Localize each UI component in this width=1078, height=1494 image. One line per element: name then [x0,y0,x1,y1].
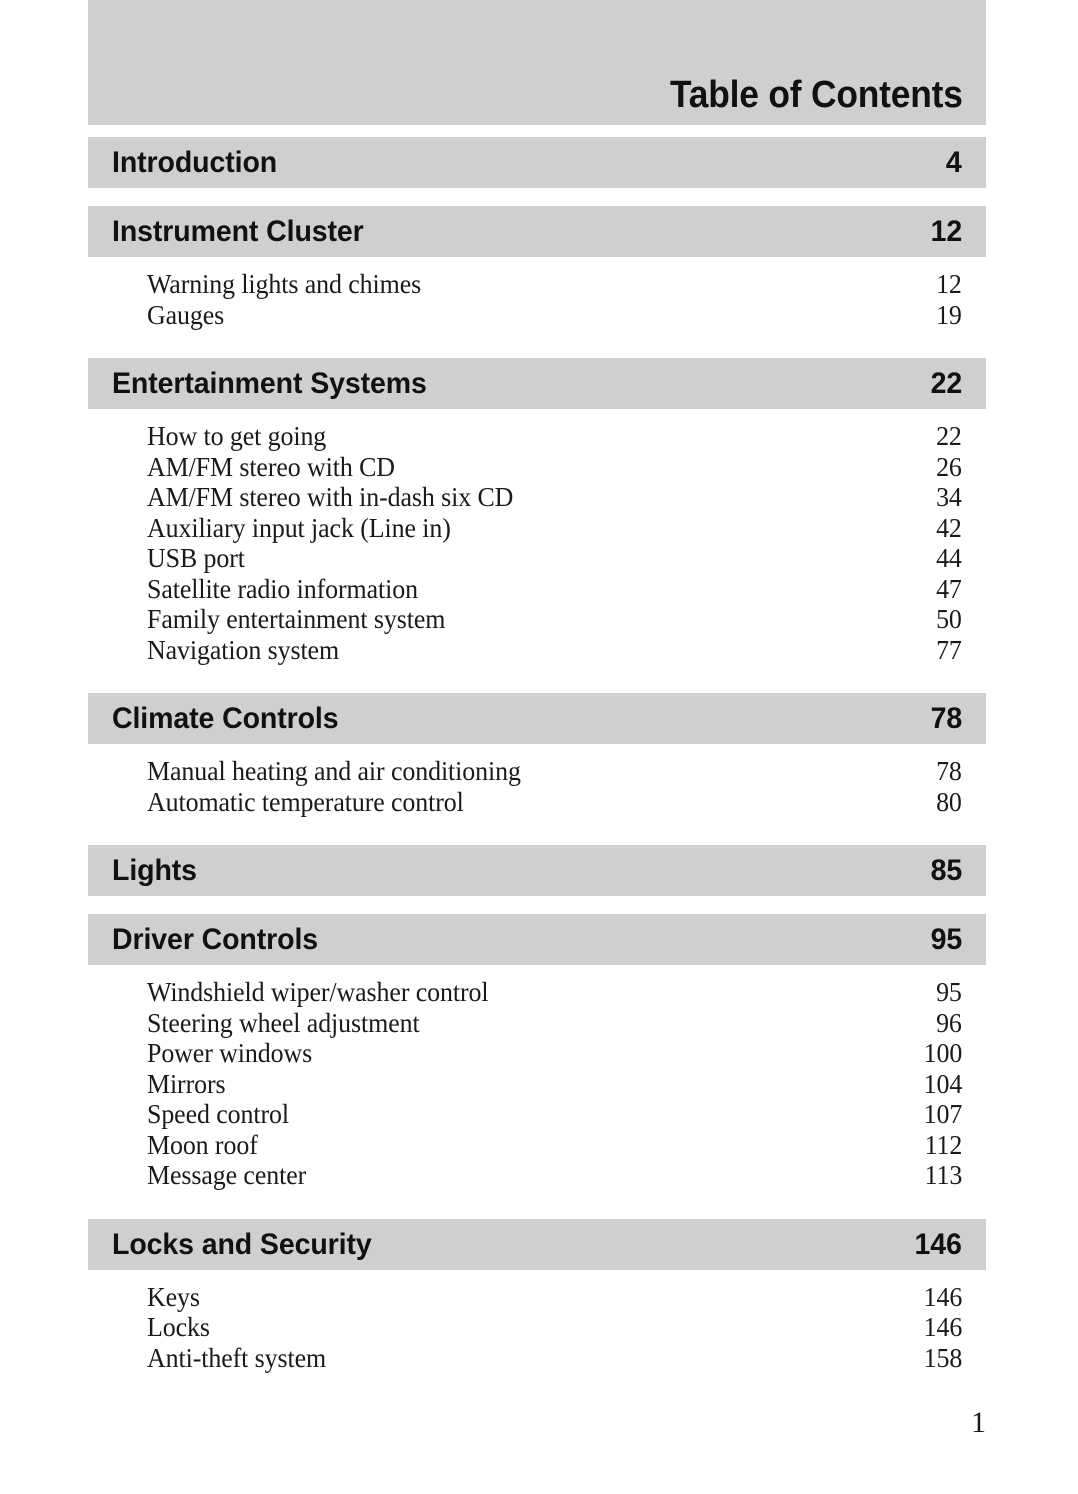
section-title: Locks and Security [112,1227,372,1261]
toc-section-heading[interactable] [88,693,986,744]
toc-entry-label: Manual heating and air conditioning [147,756,521,786]
page-number-folio: 1 [971,1406,986,1439]
toc-entry-label: Gauges [147,299,225,330]
toc-entry-label: Auxiliary input jack (Line in) [147,512,451,543]
toc-entry[interactable] [88,269,986,300]
toc-entry[interactable] [88,421,986,452]
toc-entry-label: Navigation system [147,634,340,665]
section-page-number: 95 [930,923,962,956]
toc-section-heading[interactable] [88,358,986,409]
toc-entry-page-number: 112 [924,1129,962,1160]
toc-entry-page-number: 42 [936,512,962,543]
toc-entry-label: Windshield wiper/washer control [147,977,489,1007]
toc-entry-label: Warning lights and chimes [147,269,422,299]
toc-entry-label: Family entertainment system [147,604,446,634]
toc-entry[interactable] [88,1069,986,1100]
toc-entry-label: Message center [147,1160,307,1190]
toc-entry-list [88,409,986,675]
section-page-number: 12 [930,215,962,248]
toc-entry-label: Keys [147,1281,200,1312]
toc-section-heading[interactable] [88,206,986,257]
toc-content-column [88,0,986,1383]
toc-entry-page-number: 113 [924,1160,962,1190]
toc-entry-label: How to get going [147,421,327,451]
toc-entry[interactable] [88,452,986,483]
section-page-number: 78 [930,702,962,735]
toc-entry[interactable] [88,1099,986,1130]
toc-entry-list [88,257,986,340]
toc-entry-page-number: 22 [936,421,962,451]
toc-entry-page-number: 146 [923,1312,962,1342]
toc-entry[interactable] [88,1008,986,1039]
section-title: Driver Controls [112,923,319,956]
toc-entry-page-number: 96 [936,1007,962,1038]
toc-entry-page-number: 100 [923,1038,962,1068]
toc-entry-list [88,965,986,1201]
toc-entry-page-number: 12 [936,269,962,299]
section-title: Instrument Cluster [112,215,364,248]
toc-entry-label: Locks [147,1312,210,1342]
toc-entry[interactable] [88,300,986,331]
toc-entry-label: Speed control [147,1099,290,1129]
toc-section-heading[interactable] [88,845,986,896]
toc-entry[interactable] [88,1160,986,1191]
toc-section-list [88,137,986,1383]
toc-entry[interactable] [88,543,986,574]
page-masthead [88,0,986,125]
toc-section-heading[interactable] [88,914,986,965]
toc-entry-label: AM/FM stereo with CD [147,451,395,482]
toc-entry-label: Mirrors [147,1068,226,1099]
toc-entry[interactable] [88,1130,986,1161]
section-title: Climate Controls [112,702,339,735]
toc-entry-page-number: 19 [936,299,962,330]
toc-entry-page-number: 104 [923,1068,962,1099]
toc-entry-page-number: 158 [923,1342,962,1373]
page-title: Table of Contents [670,74,963,116]
section-title: Introduction [112,146,278,179]
toc-entry-page-number: 107 [923,1099,962,1129]
toc-entry[interactable] [88,1343,986,1374]
section-title: Lights [112,854,197,887]
toc-entry-label: Steering wheel adjustment [147,1007,420,1038]
toc-entry-page-number: 80 [936,786,962,817]
section-page-number: 4 [946,146,962,179]
toc-entry-page-number: 78 [936,756,962,786]
toc-entry-page-number: 44 [936,543,962,573]
toc-entry-page-number: 47 [936,573,962,604]
toc-entry-label: USB port [147,543,245,573]
toc-section-heading[interactable] [88,137,986,188]
toc-entry-page-number: 77 [936,634,962,665]
toc-entry[interactable] [88,756,986,787]
toc-entry-list [88,1270,986,1384]
toc-entry-page-number: 95 [936,977,962,1007]
toc-entry-page-number: 34 [936,482,962,512]
toc-entry[interactable] [88,482,986,513]
section-page-number: 22 [930,367,962,400]
toc-entry-label: Power windows [147,1038,313,1068]
toc-entry[interactable] [88,604,986,635]
toc-entry-page-number: 146 [923,1281,962,1312]
toc-entry[interactable] [88,574,986,605]
toc-entry[interactable] [88,635,986,666]
toc-entry-label: Anti-theft system [147,1342,327,1373]
toc-entry-list [88,744,986,827]
toc-entry[interactable] [88,1312,986,1343]
toc-entry[interactable] [88,513,986,544]
toc-entry[interactable] [88,977,986,1008]
toc-entry[interactable] [88,1038,986,1069]
toc-entry-label: Moon roof [147,1129,258,1160]
section-title: Entertainment Systems [112,367,427,400]
toc-entry-label: AM/FM stereo with in-dash six CD [147,482,514,512]
toc-entry-page-number: 50 [936,604,962,634]
toc-entry-label: Automatic temperature control [147,786,464,817]
section-page-number: 146 [914,1227,962,1261]
toc-entry-page-number: 26 [936,451,962,482]
toc-entry-label: Satellite radio information [147,573,418,604]
toc-entry[interactable] [88,1282,986,1313]
toc-entry[interactable] [88,787,986,818]
section-page-number: 85 [930,854,962,887]
toc-section-heading[interactable] [88,1219,986,1270]
